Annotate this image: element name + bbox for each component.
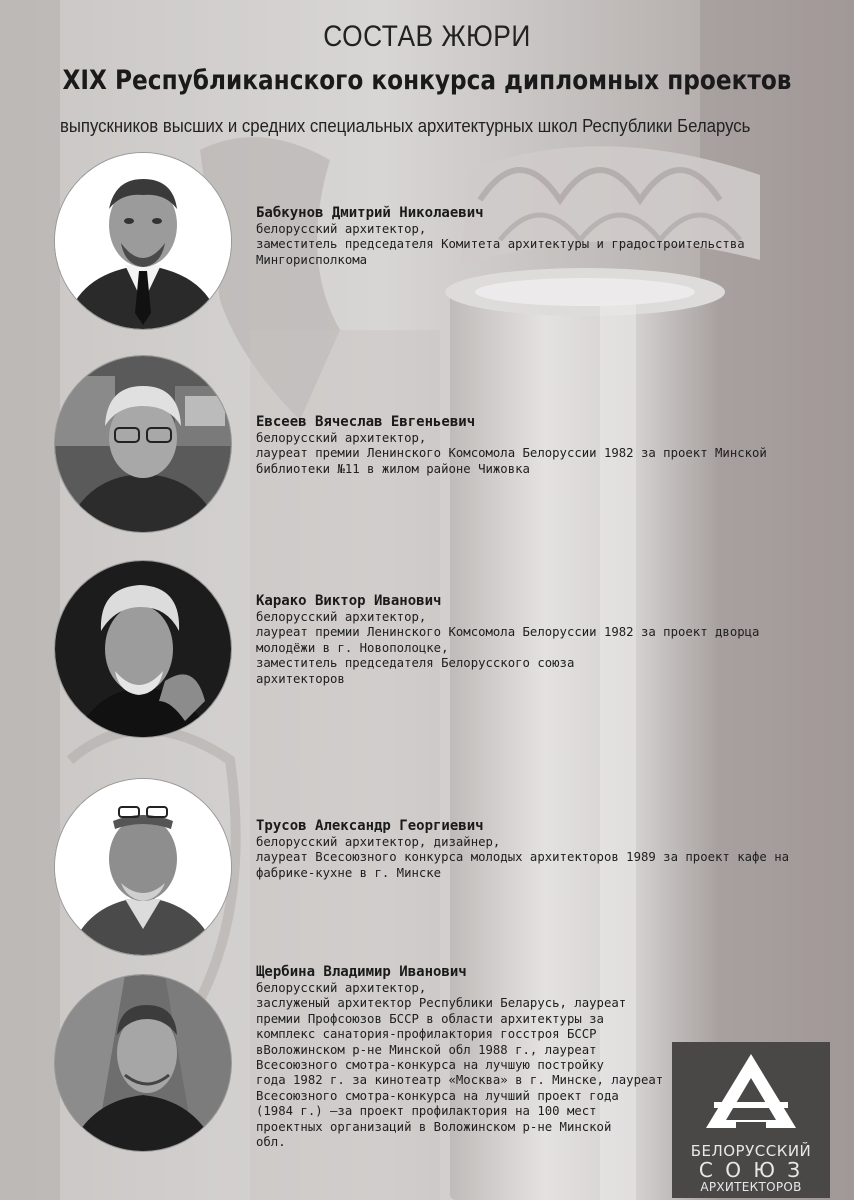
member-description-line: вВоложинском р-не Минской обл 1988 г., лауреат bbox=[256, 1042, 597, 1057]
member-description-line: заместитель председателя Белорусского союза bbox=[256, 656, 575, 671]
member-info bbox=[256, 593, 816, 687]
member-description-line: заместитель председателя Комитета архитектуры и градостроительства bbox=[256, 237, 745, 252]
page-subtitle: XIX Республиканского конкурса дипломных проектов bbox=[62, 65, 792, 96]
member-description-line: заслуженый архитектор Республики Беларусь, лауреат bbox=[256, 996, 627, 1011]
member-name: Карако Виктор Иванович bbox=[256, 593, 442, 609]
member-description-line: белорусский архитектор, bbox=[256, 981, 427, 995]
member-name: Трусов Александр Георгиевич bbox=[256, 818, 484, 834]
logo-text-line1: БЕЛОРУССКИЙ bbox=[690, 1142, 812, 1160]
member-info bbox=[256, 205, 816, 268]
member-photo bbox=[55, 356, 231, 532]
member-description-line: белорусский архитектор, дизайнер, bbox=[256, 835, 501, 849]
logo-text-line2: С О Ю З bbox=[698, 1158, 804, 1182]
member-name: Щербина Владимир Иванович bbox=[256, 964, 467, 980]
member-description-line: лауреат премии Ленинского Комсомола Белоруссии 1982 за проект дворца bbox=[256, 625, 760, 640]
page-title: СОСТАВ ЖЮРИ bbox=[323, 20, 531, 53]
member-description-line: архитекторов bbox=[256, 671, 345, 686]
member-description-line: библиотеки №11 в жилом районе Чижовка bbox=[256, 461, 530, 476]
member-description-line: белорусский архитектор, bbox=[256, 610, 427, 624]
member-photo bbox=[55, 561, 231, 737]
union-of-architects-logo bbox=[672, 1042, 830, 1198]
member-description-line: лауреат премии Ленинского Комсомола Белоруссии 1982 за проект Минской bbox=[256, 446, 767, 461]
member-description-line: лауреат Всесоюзного конкурса молодых архитекторов 1989 за проект кафе на bbox=[256, 850, 790, 865]
page-description: выпускников высших и средних специальных архитектурных школ Республики Беларусь bbox=[60, 116, 751, 136]
member-photo bbox=[55, 975, 231, 1151]
member-description-line: молодёжи в г. Новополоцке, bbox=[256, 640, 449, 655]
member-description-line: обл. bbox=[256, 1135, 286, 1150]
member-info bbox=[256, 818, 816, 881]
member-description-line: Всесоюзного смотра-конкурса на лучший проект года bbox=[256, 1088, 619, 1103]
triangle-a-icon bbox=[672, 1042, 830, 1142]
logo-text-line3: АРХИТЕКТОРОВ bbox=[700, 1180, 802, 1194]
member-description-line: белорусский архитектор, bbox=[256, 222, 427, 236]
member-name: Бабкунов Дмитрий Николаевич bbox=[256, 205, 484, 221]
member-description-line: фабрике-кухне в г. Минске bbox=[256, 865, 442, 880]
member-name: Евсеев Вячеслав Евгеньевич bbox=[256, 414, 476, 430]
member-photo bbox=[55, 153, 231, 329]
member-description-line: (1984 г.) –за проект профилактория на 100 мест bbox=[256, 1104, 597, 1119]
member-description-line: года 1982 г. за кинотеатр «Москва» в г. Минске, лауреат bbox=[256, 1073, 664, 1088]
member-info bbox=[256, 414, 816, 477]
member-description-line: Мингорисполкома bbox=[256, 252, 368, 267]
member-description-line: премии Профсоюзов БССР в области архитектуры за bbox=[256, 1011, 604, 1026]
member-description-line: белорусский архитектор, bbox=[256, 431, 427, 445]
member-description-line: Всесоюзного смотра-конкурса на лучшую постройку bbox=[256, 1058, 604, 1073]
member-description-line: комплекс санатория-профилактория госстроя БССР bbox=[256, 1027, 597, 1042]
member-description-line: проектных организаций в Воложинском р-не Минской bbox=[256, 1119, 612, 1134]
member-photo bbox=[55, 779, 231, 955]
